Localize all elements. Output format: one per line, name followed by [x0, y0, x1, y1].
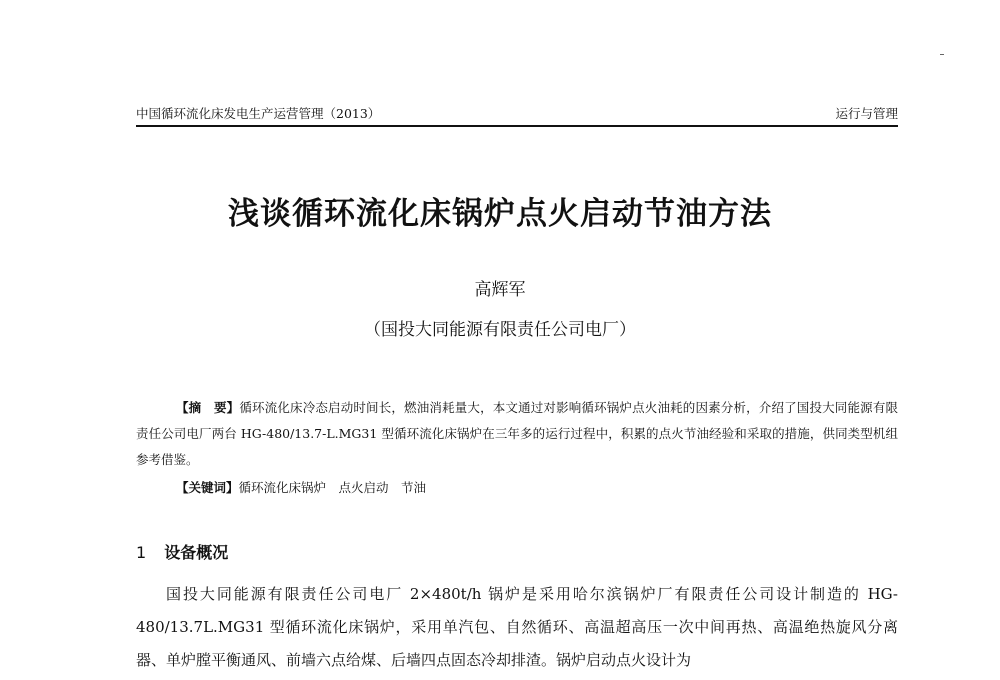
- paper-title: 浅谈循环流化床锅炉点火启动节油方法: [228, 196, 772, 232]
- abstract-label: 【摘 要】: [176, 400, 240, 415]
- keywords-text: 循环流化床锅炉 点火启动 节油: [238, 480, 427, 495]
- header-section: 运行与管理: [835, 106, 898, 121]
- body-text: [136, 578, 898, 677]
- section-heading: [136, 540, 228, 563]
- abstract: [136, 395, 898, 473]
- running-header: [136, 100, 898, 127]
- header-journal: 中国循环流化床发电生产运营管理（2013）: [136, 106, 381, 121]
- section-number: 1: [136, 543, 147, 562]
- keywords-label: 【关键词】: [176, 480, 239, 495]
- section-title: 设备概况: [164, 543, 229, 562]
- scan-mark: [940, 54, 944, 55]
- author: 高辉军: [474, 280, 526, 300]
- affiliation: （国投大同能源有限责任公司电厂）: [364, 320, 636, 340]
- abstract-text: 循环流化床冷态启动时间长，燃油消耗量大，本文通过对影响循环锅炉点火油耗的因素分析，介绍了国投大同能源有限责任公司电厂两台 HG-480/13.7-L.MG31 型循环流化床锅炉在三年多的运行过程中，积累的点火节油经验和采取的措施，供同类型机组参考借鉴。: [136, 400, 898, 467]
- keywords: [176, 478, 898, 496]
- body-paragraph: 国投大同能源有限责任公司电厂 2×480t/h 锅炉是采用哈尔滨锅炉厂有限责任公司设计制造的 HG-480/13.7L.MG31 型循环流化床锅炉，采用单汽包、自然循环、高温超高压一次中间再热、高温绝热旋风分离器、单炉膛平衡通风、前墙六点给煤、后墙四点固态冷却排渣。锅炉启动点火设计为: [136, 585, 898, 669]
